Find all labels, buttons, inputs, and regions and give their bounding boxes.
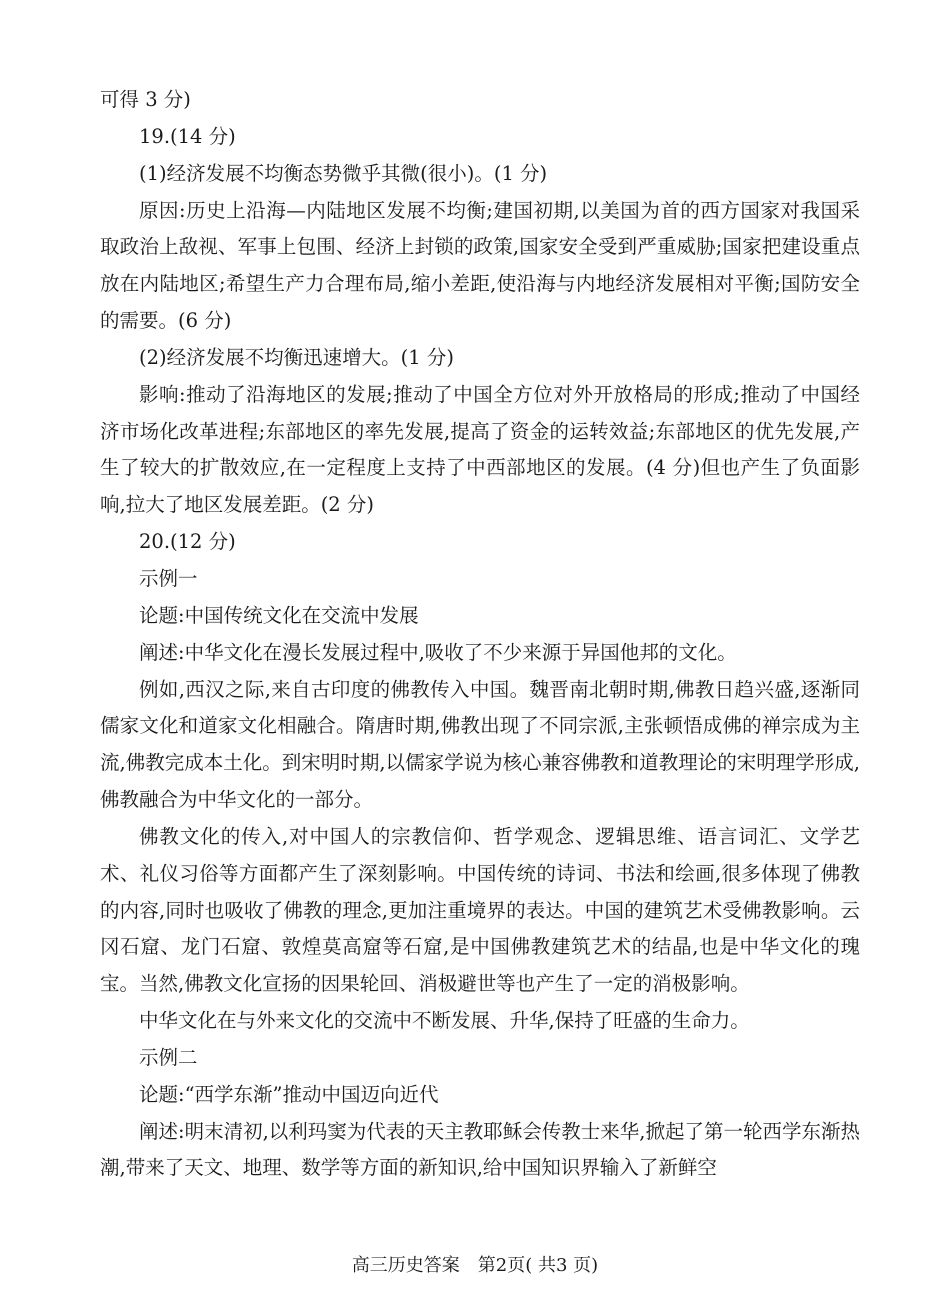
page-footer: 高三历史答案 第2页( 共3 页) bbox=[351, 1255, 599, 1276]
answer-content bbox=[100, 82, 860, 1187]
q19-part1-answer: (1)经济发展不均衡态势微乎其微(很小)。(1 分) bbox=[139, 161, 548, 185]
example-1-statement: 阐述:中华文化在漫长发展过程中,吸收了不少来源于异国他邦的文化。 bbox=[139, 640, 737, 664]
line-continuation: 可得 3 分) bbox=[100, 88, 191, 111]
q19-part2-answer: (2)经济发展不均衡迅速增大。(1 分) bbox=[139, 345, 454, 369]
example-1-paragraph-1: 例如,西汉之际,来自古印度的佛教传入中国。魏晋南北朝时期,佛教日趋兴盛,逐渐同儒家文化和道家文化相融合。隋唐时期,佛教出现了不同宗派,主张顿悟成佛的禅宗成为主流,佛教完成本土化。到宋明时期,以儒家学说为核心兼容佛教和道教理论的宋明理学形成,佛教融合为中华文化的一部分。 bbox=[100, 677, 860, 812]
example-1-topic: 论题:中国传统文化在交流中发展 bbox=[139, 603, 419, 627]
example-2-statement: 阐述:明末清初,以利玛窦为代表的天主教耶稣会传教士来华,掀起了第一轮西学东渐热潮,带来了天文、地理、数学等方面的新知识,给中国知识界输入了新鲜空 bbox=[100, 1119, 860, 1180]
q19-part1-reasons: 原因:历史上沿海—内陆地区发展不均衡;建国初期,以美国为首的西方国家对我国采取政治上敌视、军事上包围、经济上封锁的政策,国家安全受到严重威胁;国家把建设重点放在内陆地区;希望生产力合理布局,缩小差距,使沿海与内地经济发展相对平衡;国防安全的需要。(6 分) bbox=[100, 198, 860, 333]
question-20-heading: 20.(12 分) bbox=[139, 530, 236, 554]
q19-part2-impact: 影响:推动了沿海地区的发展;推动了中国全方位对外开放格局的形成;推动了中国经济市场化改革进程;东部地区的率先发展,提高了资金的运转效益;东部地区的优先发展,产生了较大的扩散效应,在一定程度上支持了中西部地区的发展。(4 分)但也产生了负面影响,拉大了地区发展差距。(2 分) bbox=[100, 382, 860, 517]
example-2-topic: 论题:“西学东渐”推动中国迈向近代 bbox=[139, 1082, 439, 1106]
question-19-heading: 19.(14 分) bbox=[139, 124, 236, 148]
example-1-paragraph-2: 佛教文化的传入,对中国人的宗教信仰、哲学观念、逻辑思维、语言词汇、文学艺术、礼仪习俗等方面都产生了深刻影响。中国传统的诗词、书法和绘画,很多体现了佛教的内容,同时也吸收了佛教的理念,更加注重境界的表达。中国的建筑艺术受佛教影响。云冈石窟、龙门石窟、敦煌莫高窟等石窟,是中国佛教建筑艺术的结晶,也是中华文化的瑰宝。当然,佛教文化宣扬的因果轮回、消极避世等也产生了一定的消极影响。 bbox=[100, 824, 860, 996]
example-2-heading: 示例二 bbox=[139, 1045, 198, 1069]
example-1-heading: 示例一 bbox=[139, 566, 198, 590]
example-1-conclusion: 中华文化在与外来文化的交流中不断发展、升华,保持了旺盛的生命力。 bbox=[139, 1009, 750, 1033]
